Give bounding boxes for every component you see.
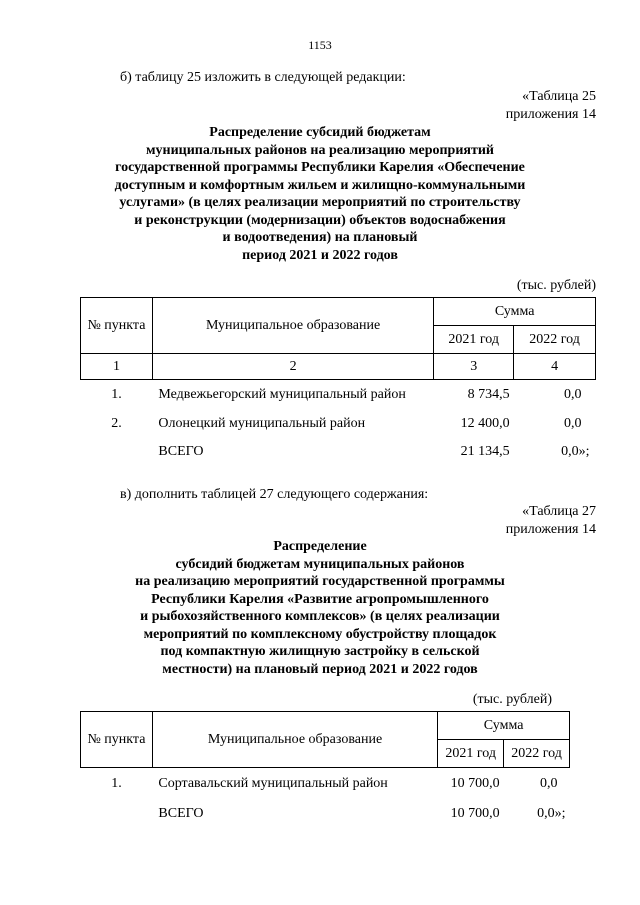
column-number: 4 [514,354,596,380]
column-number: 1 [81,354,153,380]
title-line: период 2021 и 2022 годов [242,247,398,263]
title-line: местности) на плановый период 2021 и 2022 годов [162,661,478,677]
row-number [81,438,153,466]
page-number: 1153 [308,38,332,52]
section-b-ref-appendix: приложения 14 [505,107,596,122]
header-sum: Сумма [434,298,596,326]
title-line: Распределение субсидий бюджетам [209,125,431,140]
header-sum: Сумма [438,712,570,740]
title-line: мероприятий по комплексному обустройству площадок [143,626,497,642]
table-row [81,800,570,828]
title-line: государственной программы Республики Карелия «Обеспечение [115,160,525,175]
row-municipality: Медвежьегорский муниципальный район [158,386,406,402]
section-b-ref-table: «Таблица 25 [522,89,596,104]
title-line: и рыбохозяйственного комплексов» (в целях реализации [140,609,500,624]
row-municipality: Олонецкий муниципальный район [158,415,366,431]
section-v-unit: (тыс. рублей) [472,692,552,707]
section-b-reference [506,88,596,124]
row-value-2022: 0,0 [564,386,582,402]
row-value-2021: 8 734,5 [467,386,510,402]
row-value-2021: 12 400,0 [460,415,510,431]
header-year-2022: 2022 год [504,740,570,768]
table-row [81,438,596,466]
row-value-2021: 10 700,0 [450,805,500,821]
header-year-2021: 2021 год [434,326,514,354]
title-line: и водоотведения) на плановый [222,230,418,245]
header-item-number: № пункта [81,712,153,768]
row-number [81,800,153,828]
header-year-2022: 2022 год [514,326,596,354]
row-municipality: Сортавальский муниципальный район [158,775,388,791]
row-value-2022: 0,0 [564,415,582,431]
row-number: 1. [111,775,122,791]
header-municipality: Муниципальное образование [152,298,433,354]
title-line: Республики Карелия «Развитие агропромышленного [151,591,489,607]
header-municipality: Муниципальное образование [152,712,437,768]
table-row [81,380,596,410]
column-number: 3 [434,354,514,380]
title-line: муниципальных районов на реализацию мероприятий [146,142,494,158]
row-value-2022: 0,0»; [537,805,566,821]
header-year-2021: 2021 год [438,740,504,768]
row-municipality: ВСЕГО [158,805,204,821]
section-v-table [80,711,570,828]
title-line: Распределение [273,539,367,554]
row-value-2021: 10 700,0 [450,775,500,791]
title-line: и реконструкции (модернизации) объектов водоснабжения [134,212,506,228]
section-v-reference [506,503,596,539]
row-value-2022: 0,0»; [561,443,590,459]
section-v-ref-table: «Таблица 27 [522,504,596,519]
table-row [81,768,570,800]
column-number: 2 [152,354,433,380]
header-item-number: № пункта [81,298,153,354]
section-v-title [0,538,640,678]
row-number: 1. [111,386,122,402]
table-row [81,410,596,438]
title-line: субсидий бюджетам муниципальных районов [175,556,465,572]
row-value-2022: 0,0 [540,775,558,791]
section-b-unit: (тыс. рублей) [516,278,596,293]
section-b-title [0,124,640,264]
section-v-intro: в) дополнить таблицей 27 следующего содержания: [120,487,429,502]
row-number: 2. [111,415,122,431]
section-b-intro: б) таблицу 25 изложить в следующей редакции: [120,70,406,85]
title-line: на реализацию мероприятий государственной программы [135,574,505,589]
title-line: услугами» (в целях реализации мероприятий по строительству [119,195,521,210]
section-b-table [80,297,596,466]
title-line: под компактную жилищную застройку в сельской [160,644,480,659]
title-line: доступным и комфортным жильем и жилищно-коммунальными [114,177,526,193]
row-municipality: ВСЕГО [158,443,204,459]
row-value-2021: 21 134,5 [460,443,510,459]
section-v-ref-appendix: приложения 14 [505,522,596,537]
